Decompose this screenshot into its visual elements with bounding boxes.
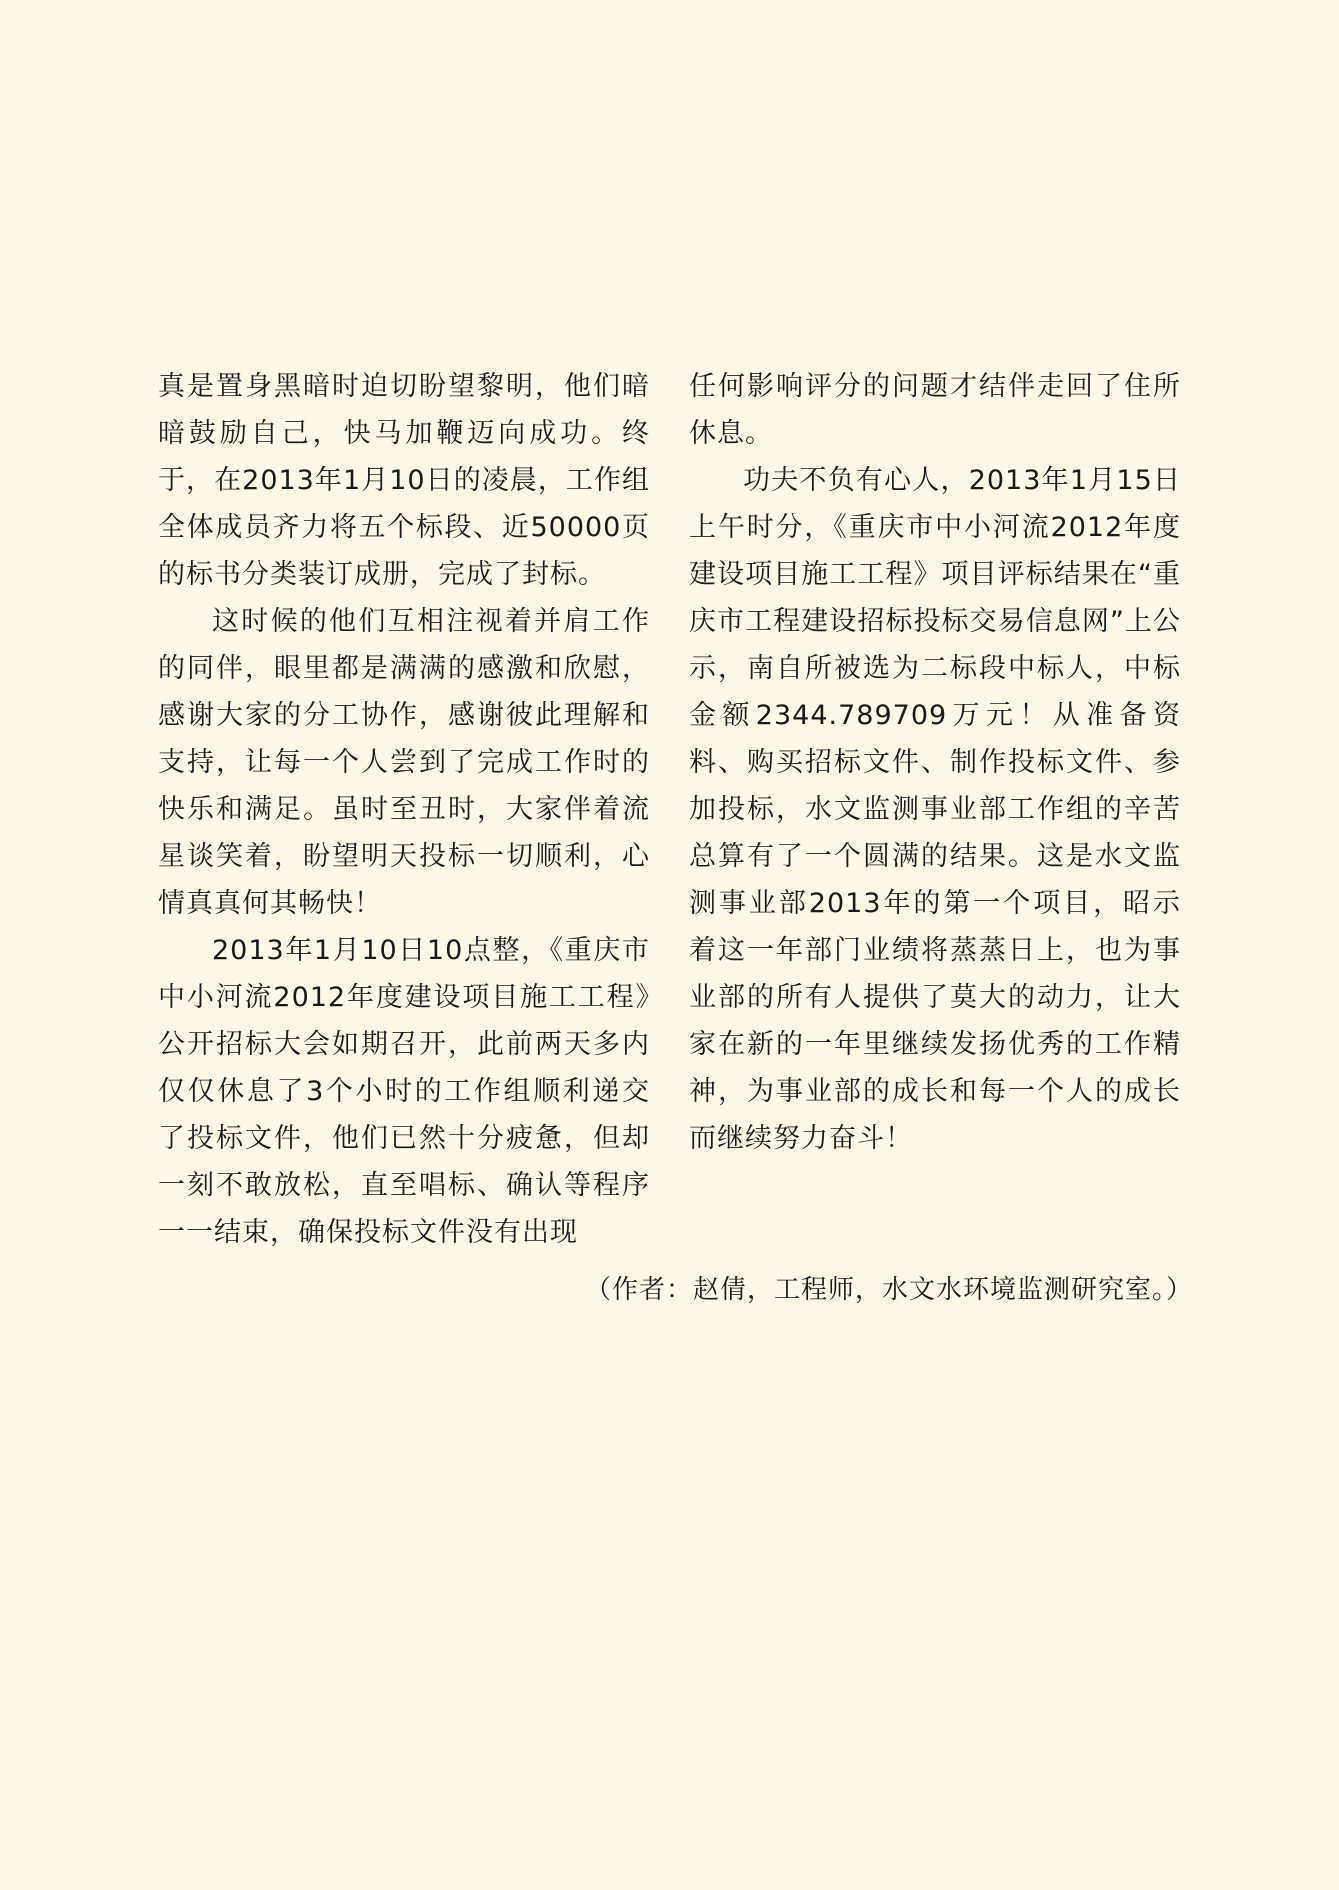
paragraph: 这时候的他们互相注视着并肩工作的同伴，眼里都是满满的感激和欣慰，感谢大家的分工协作，感谢彼此理解和支持，让每一个人尝到了完成工作时的快乐和满足。虽时至丑时，大家伴着流星谈笑着，盼望明天投标一切顺利，心情真真何其畅快！ [158,606,650,919]
paragraph: 2013年1月10日10点整，《重庆市中小河流2012年度建设项目施工工程》公开招标大会如期召开，此前两天多内仅仅休息了3个小时的工作组顺利递交了投标文件，他们已然十分疲惫，但却一刻不敢放松，直至唱标、确认等程序一一结束，确保投标文件没有出现 [158,935,650,1248]
author-byline: （作者：赵倩，工程师，水文水环境监测研究室。） [584,1275,1193,1305]
left-column [158,363,650,1256]
right-column [689,363,1181,1162]
paragraph-continuation: 真是置身黑暗时迫切盼望黎明，他们暗暗鼓励自己，快马加鞭迈向成功。终于，在2013年1月10日的凌晨，工作组全体成员齐力将五个标段、近50000页的标书分类装订成册，完成了封标。 [158,371,650,590]
paragraph: 功夫不负有心人，2013年1月15日上午时分，《重庆市中小河流2012年度建设项目施工工程》项目评标结果在“重庆市工程建设招标投标交易信息网”上公示，南自所被选为二标段中标人，中标金额2344.789709万元！从准备资料、购买招标文件、制作投标文件、参加投标，水文监测事业部工作组的辛苦总算有了一个圆满的结果。这是水文监测事业部2013年的第一个项目，昭示着这一年部门业绩将蒸蒸日上，也为事业部的所有人提供了莫大的动力，让大家在新的一年里继续发扬优秀的工作精神，为事业部的成长和每一个人的成长而继续努力奋斗！ [689,465,1181,1154]
paragraph-continuation: 任何影响评分的问题才结伴走回了住所休息。 [689,371,1181,449]
